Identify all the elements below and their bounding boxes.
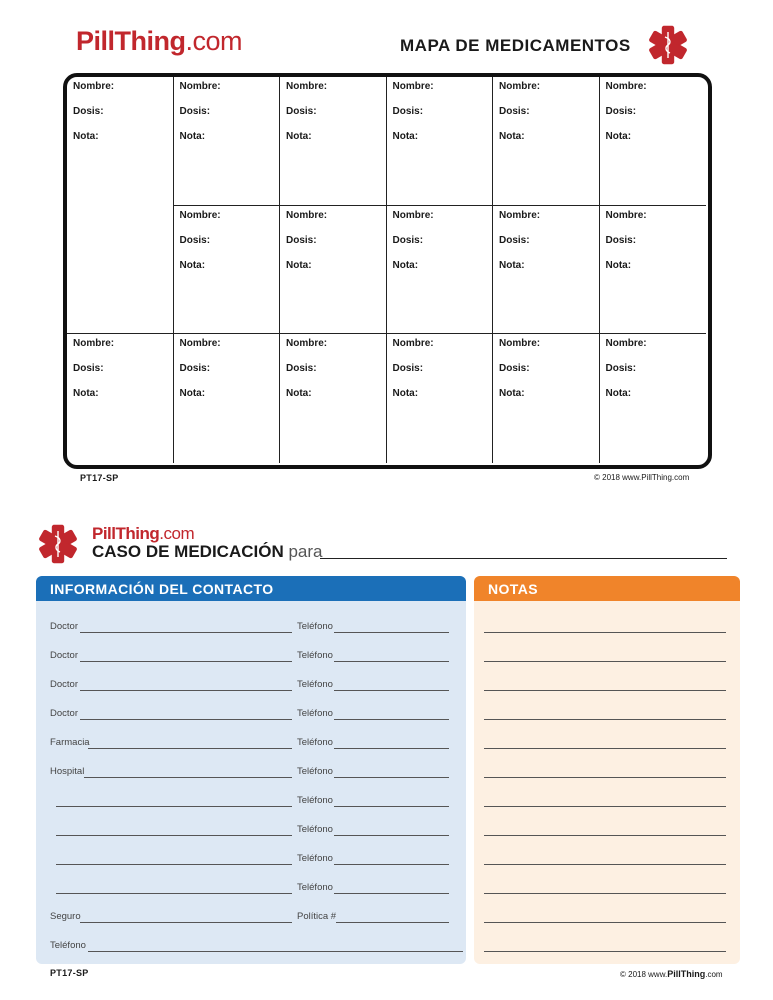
contact-phone-label: Teléfono — [297, 882, 333, 893]
medication-name-label: Nombre: — [605, 209, 647, 221]
medication-cell[interactable] — [493, 206, 600, 335]
contact-label: Seguro — [50, 911, 81, 922]
contact-phone-line[interactable] — [334, 632, 449, 633]
medication-dose-label: Dosis: — [73, 363, 104, 374]
contact-input-line[interactable] — [80, 922, 292, 923]
contact-label: Doctor — [50, 679, 78, 690]
contact-label: Farmacia — [50, 737, 90, 748]
medication-cell[interactable] — [280, 77, 387, 206]
medication-name-label: Nombre: — [499, 338, 541, 349]
medication-dose-label: Dosis: — [73, 106, 104, 117]
medication-note-label: Nota: — [392, 388, 419, 399]
notes-input-line[interactable] — [484, 864, 726, 865]
contact-label: Doctor — [50, 708, 78, 719]
medication-note-label: Nota: — [605, 259, 632, 271]
contact-input-line[interactable] — [84, 777, 292, 778]
medical-star-of-life-icon — [646, 23, 690, 67]
medication-note-label: Nota: — [179, 388, 206, 399]
medication-dose-label: Dosis: — [499, 363, 530, 374]
medication-note-label: Nota: — [605, 131, 632, 142]
contact-label: Doctor — [50, 621, 78, 632]
notes-input-line[interactable] — [484, 806, 726, 807]
contact-phone-label: Teléfono — [297, 679, 333, 690]
contact-phone-label: Teléfono — [297, 766, 333, 777]
medication-name-label: Nombre: — [605, 81, 647, 92]
medication-cell[interactable] — [174, 206, 281, 335]
medication-cell[interactable] — [67, 334, 174, 463]
medication-dose-label: Dosis: — [605, 106, 637, 117]
medication-cell[interactable] — [600, 334, 707, 463]
medication-name-label: Nombre: — [73, 338, 115, 349]
medication-name-label: Nombre: — [499, 209, 541, 221]
contact-input-line[interactable] — [80, 661, 292, 662]
contact-input-line[interactable] — [88, 748, 292, 749]
medication-note-label: Nota: — [605, 388, 632, 399]
contact-input-line[interactable] — [80, 632, 292, 633]
medication-dose-label: Dosis: — [179, 106, 211, 117]
contact-phone-label: Teléfono — [297, 708, 333, 719]
medication-dose-label: Dosis: — [286, 234, 317, 246]
medication-note-label: Nota: — [179, 131, 206, 142]
medication-name-label: Nombre: — [179, 338, 221, 349]
medication-name-label: Nombre: — [286, 338, 328, 349]
contact-phone-line[interactable] — [334, 835, 449, 836]
medication-name-label: Nombre: — [605, 338, 647, 349]
contact-input-line[interactable] — [80, 690, 292, 691]
medication-note-label: Nota: — [286, 388, 312, 399]
contact-input-line[interactable] — [56, 806, 292, 807]
contact-phone-line[interactable] — [334, 893, 449, 894]
contact-phone-line[interactable] — [334, 748, 449, 749]
medication-name-label: Nombre: — [286, 81, 328, 92]
medication-note-label: Nota: — [499, 131, 525, 142]
medication-dose-label: Dosis: — [392, 363, 424, 374]
notes-input-line[interactable] — [484, 748, 726, 749]
medication-name-label: Nombre: — [73, 81, 115, 92]
contact-phone-line[interactable] — [334, 690, 449, 691]
notes-input-line[interactable] — [484, 835, 726, 836]
medication-name-label: Nombre: — [392, 209, 434, 221]
contact-phone-label: Teléfono — [297, 737, 333, 748]
notes-header: NOTAS — [474, 576, 740, 601]
medication-cell[interactable] — [280, 334, 387, 463]
contact-input-line[interactable] — [88, 951, 463, 952]
notes-input-line[interactable] — [484, 893, 726, 894]
medical-star-of-life-icon — [36, 522, 80, 566]
copyright: © 2018 www.PillThing.com — [620, 969, 723, 979]
medication-dose-label: Dosis: — [179, 234, 211, 246]
medication-cell[interactable] — [600, 77, 707, 206]
contact-phone-label: Teléfono — [297, 621, 333, 632]
contact-label: Hospital — [50, 766, 85, 777]
copyright: © 2018 www.PillThing.com — [594, 473, 690, 482]
form-code: PT17-SP — [80, 473, 119, 483]
contact-label: Teléfono — [50, 940, 86, 951]
medication-cell[interactable] — [493, 334, 600, 463]
medication-grid — [63, 73, 712, 469]
medication-dose-label: Dosis: — [499, 234, 530, 246]
contact-phone-label: Teléfono — [297, 824, 333, 835]
page-title: MAPA DE MEDICAMENTOS — [400, 36, 631, 55]
medication-dose-label: Dosis: — [499, 106, 530, 117]
contact-header: INFORMACIÓN DEL CONTACTO — [36, 576, 466, 601]
contact-label: Doctor — [50, 650, 78, 661]
contact-input-line[interactable] — [80, 719, 292, 720]
medication-cell[interactable] — [174, 334, 281, 463]
name-input-line[interactable] — [320, 558, 727, 559]
case-title: CASO DE MEDICACIÓN para — [92, 542, 323, 561]
medication-note-label: Nota: — [73, 131, 99, 142]
medication-cell[interactable] — [67, 77, 174, 334]
notes-input-line[interactable] — [484, 632, 726, 633]
contact-phone-line[interactable] — [334, 661, 449, 662]
medication-name-label: Nombre: — [392, 81, 434, 92]
contact-phone-label: Teléfono — [297, 650, 333, 661]
notes-input-line[interactable] — [484, 922, 726, 923]
medication-dose-label: Dosis: — [179, 363, 211, 374]
medication-cell[interactable] — [280, 206, 387, 335]
contact-input-line[interactable] — [56, 893, 292, 894]
medication-note-label: Nota: — [499, 259, 525, 271]
medication-cell[interactable] — [493, 77, 600, 206]
medication-dose-label: Dosis: — [286, 106, 317, 117]
contact-panel — [36, 576, 466, 964]
medication-name-label: Nombre: — [286, 209, 328, 221]
notes-input-line[interactable] — [484, 690, 726, 691]
medication-note-label: Nota: — [286, 259, 312, 271]
contact-phone-line[interactable] — [334, 806, 449, 807]
medication-note-label: Nota: — [73, 388, 99, 399]
medication-name-label: Nombre: — [179, 209, 221, 221]
contact-phone-label: Teléfono — [297, 853, 333, 864]
logo-pillthing: PillThing.com — [76, 26, 243, 56]
medication-dose-label: Dosis: — [286, 363, 317, 374]
medication-cell[interactable] — [600, 206, 707, 335]
logo-pillthing: PillThing.com — [92, 524, 195, 543]
medication-dose-label: Dosis: — [605, 363, 637, 374]
contact-input-line[interactable] — [56, 835, 292, 836]
medication-cell[interactable] — [387, 334, 494, 463]
medication-note-label: Nota: — [179, 259, 206, 271]
medication-note-label: Nota: — [286, 131, 312, 142]
medication-dose-label: Dosis: — [392, 234, 424, 246]
medication-dose-label: Dosis: — [605, 234, 637, 246]
medication-cell[interactable] — [174, 77, 281, 206]
contact-phone-line[interactable] — [334, 777, 449, 778]
notes-panel — [474, 576, 740, 964]
medication-dose-label: Dosis: — [392, 106, 424, 117]
medication-note-label: Nota: — [499, 388, 525, 399]
notes-input-line[interactable] — [484, 951, 726, 952]
notes-input-line[interactable] — [484, 661, 726, 662]
contact-phone-line[interactable] — [334, 719, 449, 720]
medication-note-label: Nota: — [392, 131, 419, 142]
contact-input-line[interactable] — [56, 864, 292, 865]
medication-name-label: Nombre: — [499, 81, 541, 92]
medication-cell[interactable] — [387, 206, 494, 335]
contact-phone-line[interactable] — [334, 864, 449, 865]
contact-phone-line[interactable] — [336, 922, 449, 923]
contact-phone-label: Política # — [297, 911, 337, 922]
medication-name-label: Nombre: — [392, 338, 434, 349]
form-code: PT17-SP — [50, 968, 89, 978]
medication-cell[interactable] — [387, 77, 494, 206]
notes-input-line[interactable] — [484, 777, 726, 778]
notes-input-line[interactable] — [484, 719, 726, 720]
contact-phone-label: Teléfono — [297, 795, 333, 806]
medication-name-label: Nombre: — [179, 81, 221, 92]
medication-note-label: Nota: — [392, 259, 419, 271]
